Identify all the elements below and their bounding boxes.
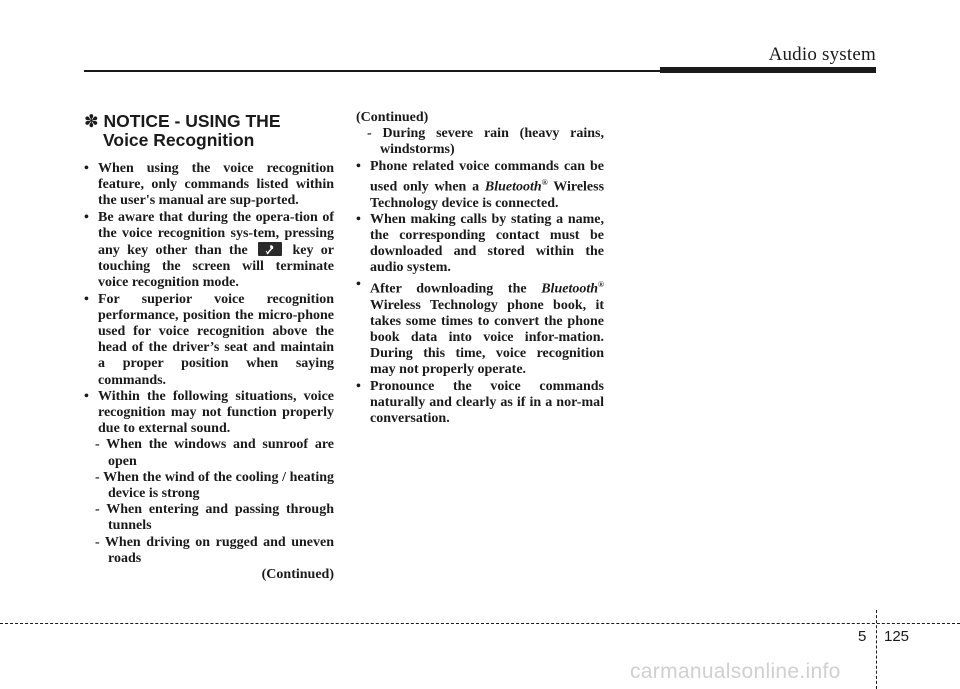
notice-heading-line2: Voice Recognition <box>103 130 255 150</box>
left-sub-list <box>84 437 334 567</box>
left-bullet-list <box>84 161 334 437</box>
list-item <box>84 161 334 210</box>
registered-mark: ® <box>541 177 548 187</box>
header-rule-thick <box>660 67 876 73</box>
list-item <box>84 389 334 438</box>
list-item <box>356 379 604 428</box>
bullet-text: When using the voice recognition feature, only commands listed within the user's manual are sup-ported. <box>98 161 334 209</box>
list-item: - When the wind of the cooling / heating device is strong <box>95 469 334 502</box>
header-title: Audio system <box>768 44 876 65</box>
middle-sub-list <box>356 126 604 158</box>
bullet-text: Wireless Technology phone book, it takes some times to convert the phone book data into voice infor-mation. During this time, voice recognition may not properly operate. <box>370 297 604 378</box>
left-column <box>84 110 334 583</box>
bluetooth-label: Bluetooth <box>541 281 599 297</box>
bullet-text: Phone related voice commands can be used only when a <box>370 158 604 195</box>
list-item <box>356 212 604 277</box>
list-item <box>356 159 604 212</box>
notice-heading-line1: NOTICE - USING THE <box>103 111 281 131</box>
header-rule-thin <box>84 70 664 72</box>
notice-heading <box>84 112 334 149</box>
bullet-text: Pronounce the voice commands naturally and clearly as if in a nor-mal conversation. <box>370 378 604 426</box>
list-item <box>84 210 334 292</box>
notice-star-icon: ✽ <box>84 112 99 132</box>
middle-bullet-list <box>356 159 604 428</box>
bullet-text: For superior voice recognition performance, position the micro-phone used for voice recognition above the head of the driver’s seat and maintain a proper position when saying commands. <box>98 291 334 388</box>
watermark-text: carmanualsonline.info <box>630 660 841 683</box>
list-item <box>84 292 334 389</box>
registered-mark: ® <box>598 279 604 289</box>
bullet-text: key or touching the screen will terminate voice recognition mode. <box>98 243 335 291</box>
middle-column <box>356 110 604 427</box>
bullet-text: Be aware that during the opera-tion of the voice recognition sys-tem, pressing any key other than the <box>98 209 334 259</box>
list-item: - When the windows and sunroof are open <box>95 437 334 469</box>
footer-vertical-rule <box>876 610 877 689</box>
voice-recognition-key-icon <box>258 242 282 256</box>
list-item: - When driving on rugged and uneven roads <box>95 534 334 566</box>
list-item <box>356 277 604 379</box>
bullet-text: Wireless Technology device is connected. <box>370 179 605 211</box>
footer-dashed-rule <box>0 623 960 624</box>
bluetooth-label: Bluetooth <box>484 179 542 195</box>
continued-label: (Continued) <box>356 110 429 125</box>
bullet-text: Within the following situations, voice recognition may not function properly due to external sound. <box>98 388 334 437</box>
bullet-text: After downloading the <box>370 281 527 297</box>
list-item: - During severe rain (heavy rains, windstorms) <box>367 126 604 158</box>
bullet-text: When making calls by stating a name, the corresponding contact must be downloaded and stored within the audio system. <box>370 211 604 276</box>
list-item: - When entering and passing through tunnels <box>95 502 334 534</box>
footer-chapter-number: 5 <box>858 628 867 645</box>
continued-label: (Continued) <box>261 567 334 583</box>
footer-page-number: 125 <box>884 628 910 645</box>
